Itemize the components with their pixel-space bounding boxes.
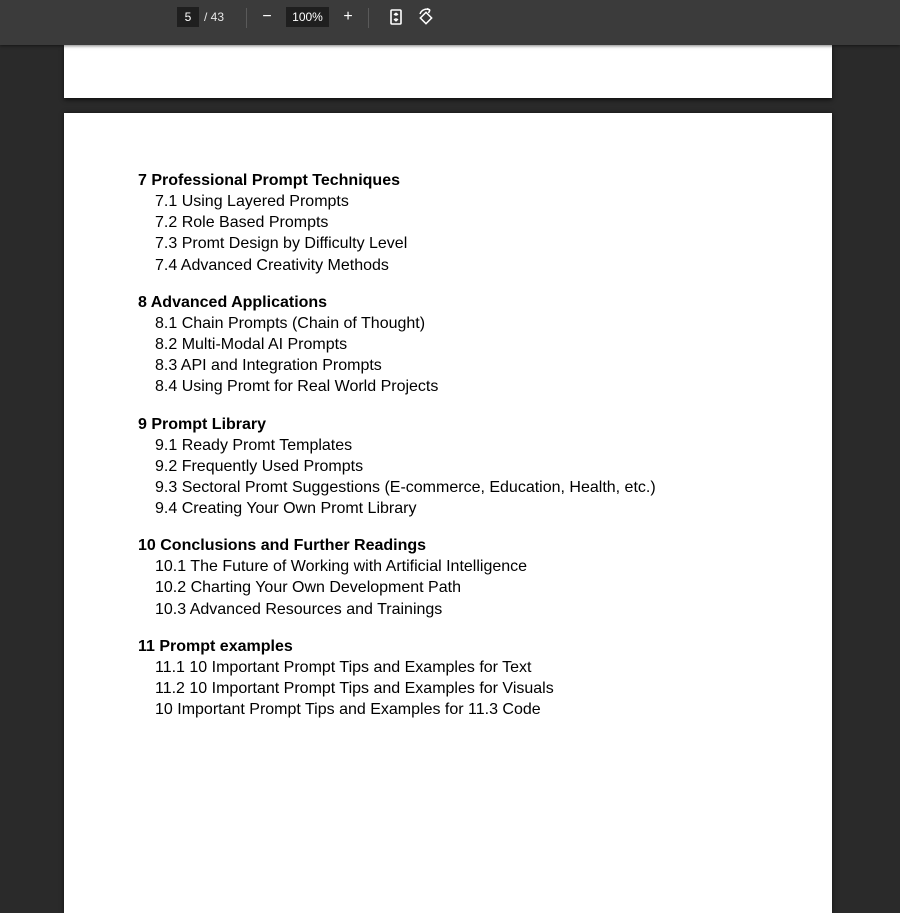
pdf-toolbar <box>0 0 900 45</box>
toc-heading: 8 Advanced Applications <box>138 293 328 311</box>
toolbar-divider <box>368 8 369 28</box>
toc-item: 9.3 Sectoral Promt Suggestions (E-commerce, Education, Health, etc.) <box>155 478 656 496</box>
toc-heading: 10 Conclusions and Further Readings <box>138 537 427 555</box>
toc-item: 11.2 10 Important Prompt Tips and Examples for Visuals <box>155 680 554 697</box>
toc-item: 7.1 Using Layered Prompts <box>155 193 349 210</box>
page-number-input[interactable]: 5 <box>177 7 199 27</box>
toc-section <box>138 292 656 398</box>
fit-page-icon[interactable] <box>385 6 407 28</box>
toc-section <box>138 636 656 721</box>
toc-item: 7.3 Promt Design by Difficulty Level <box>155 235 408 253</box>
toc-item: 10.3 Advanced Resources and Trainings <box>155 600 443 618</box>
toc-heading: 11 Prompt examples <box>138 637 293 655</box>
toc-item: 8.3 API and Integration Prompts <box>155 357 382 375</box>
toc-item: 8.2 Multi-Modal AI Prompts <box>155 335 348 353</box>
toolbar-divider <box>246 8 247 28</box>
toc-section <box>138 535 656 620</box>
pdf-page <box>64 113 832 913</box>
page-total-label: / 43 <box>204 10 225 24</box>
toc-heading: 9 Prompt Library <box>138 415 267 433</box>
toc-section <box>138 170 656 276</box>
toc-item: 8.1 Chain Prompts (Chain of Thought) <box>155 314 426 332</box>
toc-item: 10.2 Charting Your Own Development Path <box>155 579 461 597</box>
toc-item: 9.4 Creating Your Own Promt Library <box>155 500 417 518</box>
toc-item: 10.1 The Future of Working with Artificial Intelligence <box>155 558 528 576</box>
toc-section <box>138 414 656 520</box>
toc-item: 7.2 Role Based Prompts <box>155 214 329 232</box>
toc-item: 9.1 Ready Promt Templates <box>155 436 353 454</box>
toc-item: 7.4 Advanced Creativity Methods <box>155 256 389 274</box>
table-of-contents <box>138 170 656 736</box>
toc-item: 8.4 Using Promt for Real World Projects <box>155 378 439 396</box>
toc-item: 11.1 10 Important Prompt Tips and Examples for Text <box>155 658 532 676</box>
toc-item: 9.2 Frequently Used Prompts <box>155 457 364 475</box>
zoom-level-input[interactable]: 100% <box>286 7 329 27</box>
previous-page <box>64 45 832 98</box>
rotate-icon[interactable] <box>415 6 437 28</box>
zoom-in-button[interactable]: + <box>343 8 353 25</box>
toc-item: 10 Important Prompt Tips and Examples for 11.3 Code <box>155 701 541 719</box>
zoom-out-button[interactable]: − <box>262 8 272 25</box>
toc-heading: 7 Professional Prompt Techniques <box>138 172 400 189</box>
